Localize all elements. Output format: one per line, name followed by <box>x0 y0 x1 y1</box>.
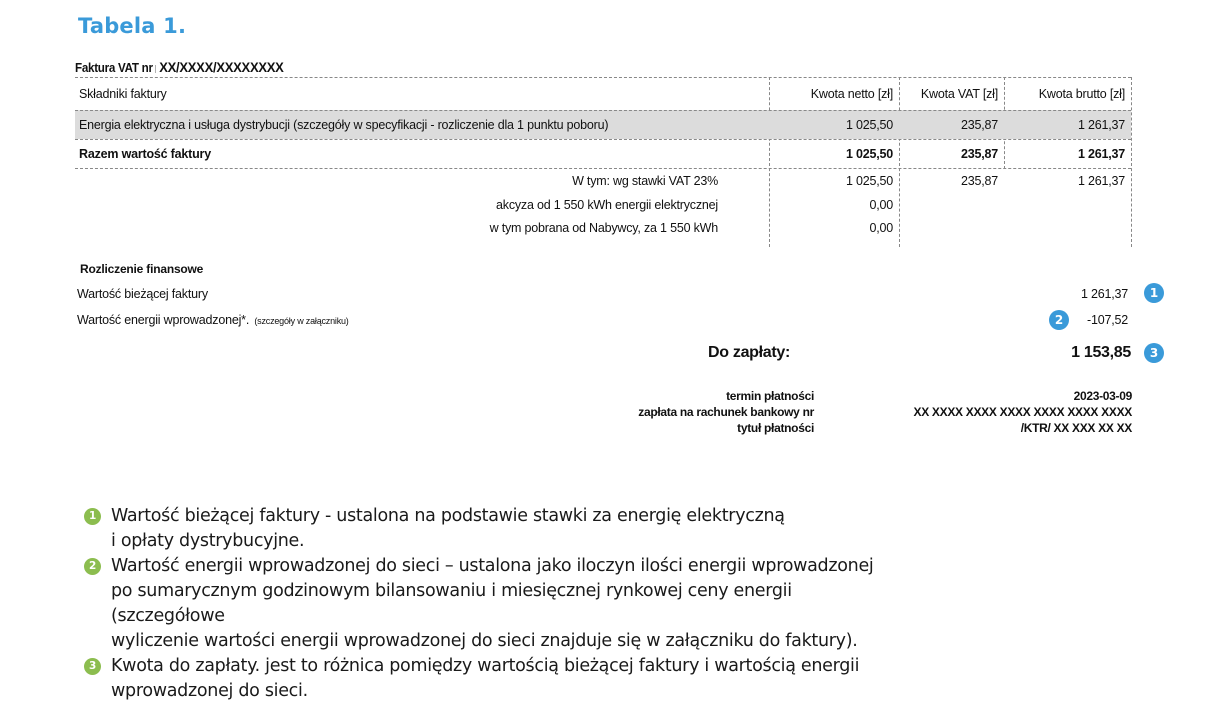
table-subrow <box>75 193 1131 216</box>
row-brutto: 1 261,37 <box>1077 118 1125 132</box>
subrow-brutto <box>1004 193 1131 216</box>
subrow-description: akcyza od 1 550 kWh energii elektrycznej <box>496 197 718 212</box>
row-vat: 235,87 <box>960 118 998 132</box>
payment-term-label: termin płatności <box>726 389 814 403</box>
badge-3-icon: 3 <box>1144 343 1164 363</box>
note-badge-1-icon: 1 <box>84 508 101 525</box>
subrow-vat: 235,87 <box>960 174 998 188</box>
invoice-table <box>75 77 1131 239</box>
bank-account-value: XX XXXX XXXX XXXX XXXX XXXX XXXX <box>913 405 1132 419</box>
amount-due-label: Do zapłaty: <box>708 344 791 361</box>
subrow-netto: 1 025,50 <box>845 174 893 188</box>
energy-value: -107,52 <box>1087 313 1128 327</box>
separator <box>155 65 156 73</box>
badge-2-icon: 2 <box>1049 310 1069 330</box>
row-description: Razem wartość faktury <box>79 147 211 161</box>
row-vat: 235,87 <box>960 147 998 161</box>
subrow-description: W tym: wg stawki VAT 23% <box>572 174 718 188</box>
note-item <box>84 504 904 554</box>
note-line: wyliczenie wartości energii wprowadzonej do sieci znajduje się w załączniku do faktury). <box>111 631 858 651</box>
note-line: Kwota do zapłaty. jest to różnica pomiędzy wartością bieżącej faktury i wartością energii <box>111 656 860 676</box>
note-line: Wartość bieżącej faktury - ustalona na podstawie stawki za energię elektryczną <box>111 506 785 526</box>
row-netto: 1 025,50 <box>845 147 893 161</box>
subrow-description: w tym pobrana od Nabywcy, za 1 550 kWh <box>489 220 718 235</box>
note-line: Wartość energii wprowadzonej do sieci – ustalona jako iloczyn ilości energii wprowadzonej <box>111 556 874 576</box>
payment-title-value: /KTR/ XX XXX XX XX <box>1020 421 1132 435</box>
current-invoice-label: Wartość bieżącej faktury <box>77 287 208 301</box>
page-title: Tabela 1. <box>78 14 187 38</box>
finance-title: Rozliczenie finansowe <box>80 262 204 276</box>
note-badge-2-icon: 2 <box>84 558 101 575</box>
header-brutto: Kwota brutto [zł] <box>1038 87 1125 101</box>
subrow-brutto <box>1004 216 1131 239</box>
table-row-total <box>75 139 1131 168</box>
payment-term-value: 2023-03-09 <box>1073 389 1132 403</box>
note-line: wprowadzonej do sieci. <box>111 681 308 701</box>
row-brutto: 1 261,37 <box>1077 147 1125 161</box>
current-invoice-value: 1 261,37 <box>1080 287 1128 301</box>
table-row <box>75 110 1131 139</box>
table-header <box>75 77 1131 110</box>
table-subrow <box>75 216 1131 239</box>
header-components: Składniki faktury <box>79 87 167 101</box>
invoice-number-value: XX/XXXX/XXXXXXXX <box>159 59 284 75</box>
table-subrow <box>75 168 1131 193</box>
payment-labels <box>638 388 814 436</box>
energy-note: (szczegóły w załączniku) <box>254 316 349 326</box>
column-divider <box>1131 77 1132 247</box>
energy-label: Wartość energii wprowadzonej*. <box>77 313 250 327</box>
note-item <box>84 654 904 704</box>
subrow-vat <box>899 193 1004 216</box>
amount-due-value: 1 153,85 <box>1071 344 1131 361</box>
subrow-netto: 0,00 <box>869 220 893 235</box>
note-line: po sumarycznym godzinowym bilansowaniu i miesięcznej rynkowej ceny energii (szczegółowe <box>111 581 792 626</box>
subrow-brutto: 1 261,37 <box>1077 174 1125 188</box>
note-badge-3-icon: 3 <box>84 658 101 675</box>
payment-values <box>913 388 1132 436</box>
row-netto: 1 025,50 <box>845 118 893 132</box>
subrow-vat <box>899 216 1004 239</box>
header-vat: Kwota VAT [zł] <box>920 87 998 101</box>
note-item <box>84 554 904 654</box>
explanatory-notes <box>84 504 904 704</box>
energy-value-label <box>77 313 349 327</box>
payment-title-label: tytuł płatności <box>737 421 814 435</box>
subrow-netto: 0,00 <box>869 197 893 212</box>
badge-1-icon: 1 <box>1144 283 1164 303</box>
invoice-number <box>75 59 284 75</box>
invoice-label: Faktura VAT nr <box>75 61 153 75</box>
header-netto: Kwota netto [zł] <box>810 87 893 101</box>
bank-account-label: zapłata na rachunek bankowy nr <box>638 405 814 419</box>
row-description: Energia elektryczna i usługa dystrybucji (szczegóły w specyfikacji - rozliczenie dla 1 punktu poboru) <box>79 118 609 132</box>
note-line: i opłaty dystrybucyjne. <box>111 531 305 551</box>
